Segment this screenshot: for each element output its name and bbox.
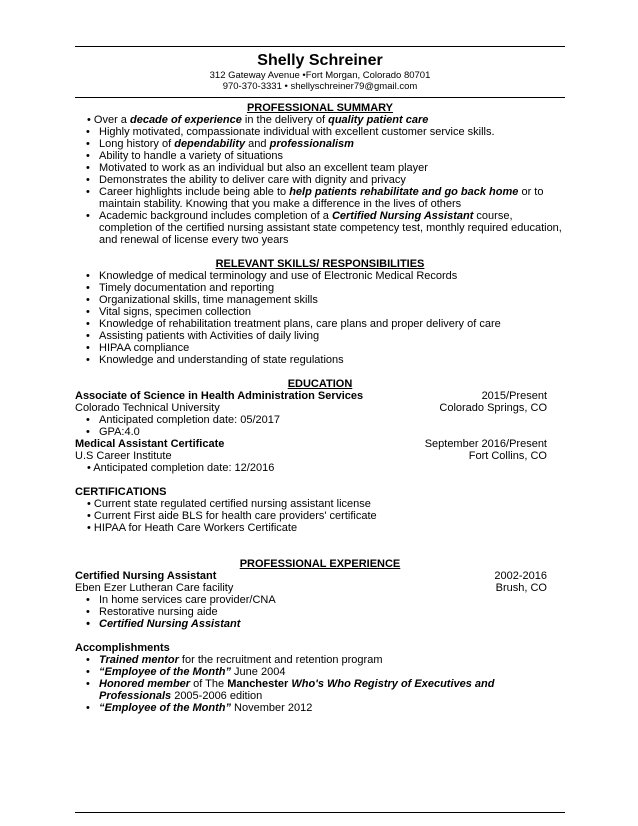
- job-duty: • In home services care provider/CNA: [99, 594, 565, 606]
- job-duties: [75, 594, 565, 630]
- bottom-rule: [75, 812, 565, 813]
- certification-item: • HIPAA for Heath Care Workers Certificate: [87, 522, 298, 534]
- summary-intro: [75, 114, 565, 126]
- career-em: help patients rehabilitate and go back home: [289, 186, 519, 198]
- degree2-school: U.S Career Institute: [75, 450, 172, 462]
- summary-intro-em2: quality patient care: [328, 114, 429, 126]
- degree2-school-row: [75, 450, 565, 462]
- skill-item: • HIPAA compliance: [99, 342, 565, 354]
- acc3-mid: of The: [190, 678, 228, 690]
- experience-heading: PROFESSIONAL EXPERIENCE: [239, 558, 401, 570]
- skill-item: • Knowledge and understanding of state regulations: [99, 354, 565, 366]
- acc3-em2: Manchester: [227, 678, 289, 690]
- summary-item: • Ability to handle a variety of situations: [99, 150, 565, 162]
- acc3-suffix: 2005-2006 edition: [171, 690, 263, 702]
- skill-item: • Vital signs, specimen collection: [99, 306, 565, 318]
- summary-item: • Motivated to work as an individual but also an excellent team player: [99, 162, 565, 174]
- job-duty-em: • Certified Nursing Assistant: [99, 618, 565, 630]
- certifications-heading: CERTIFICATIONS: [75, 486, 167, 498]
- spacer: [75, 546, 565, 558]
- academic-prefix: Academic background includes completion of a: [99, 210, 332, 222]
- degree2-title: Medical Assistant Certificate: [75, 438, 225, 450]
- degree1-location: Colorado Springs, CO: [439, 402, 547, 414]
- resume-body: [75, 102, 565, 714]
- degree1-detail: • GPA:4.0: [99, 426, 565, 438]
- resume-header: [75, 52, 565, 92]
- acc3-em1: Honored member: [99, 678, 191, 690]
- acc4-em: “Employee of the Month”: [99, 702, 231, 714]
- job-duty: • Restorative nursing aide: [99, 606, 565, 618]
- summary-intro-mid: in the delivery of: [241, 114, 329, 126]
- skills-list: [75, 270, 565, 366]
- top-rule: [75, 46, 565, 47]
- job-employer: Eben Ezer Lutheran Care facility: [75, 582, 234, 594]
- spacer: [75, 246, 565, 258]
- summary-list: [75, 126, 565, 246]
- history-em1: dependability: [174, 138, 246, 150]
- skills-heading: RELEVANT SKILLS/ RESPONSIBILITIES: [215, 258, 425, 270]
- history-prefix: Long history of: [99, 138, 175, 150]
- skill-item: • Timely documentation and reporting: [99, 282, 565, 294]
- job-title: Certified Nursing Assistant: [75, 570, 217, 582]
- academic-em: Certified Nursing Assistant: [331, 210, 474, 222]
- summary-item: • Highly motivated, compassionate individual with excellent customer service skills.: [99, 126, 565, 138]
- accomplishment-item: [99, 702, 565, 714]
- history-em2: professionalism: [269, 138, 354, 150]
- spacer: [75, 474, 565, 486]
- career-prefix: Career highlights include being able to: [99, 186, 290, 198]
- accomplishment-item: [99, 666, 565, 678]
- job-employer-row: [75, 582, 565, 594]
- summary-item-career: [99, 186, 565, 210]
- degree2-location: Fort Collins, CO: [468, 450, 547, 462]
- phone-email-line: 970-370-3331 • shellyschreiner79@gmail.com: [222, 81, 418, 92]
- education-heading: EDUCATION: [287, 378, 353, 390]
- skill-item: • Organizational skills, time management skills: [99, 294, 565, 306]
- accomplishment-item: [99, 678, 565, 702]
- skill-item: • Knowledge of rehabilitation treatment plans, care plans and proper delivery of care: [99, 318, 565, 330]
- summary-item-history: [99, 138, 565, 150]
- degree1-detail: • Anticipated completion date: 05/2017: [99, 414, 565, 426]
- degree1-school: Colorado Technical University: [75, 402, 220, 414]
- candidate-name: Shelly Schreiner: [257, 52, 383, 69]
- degree1-title: Associate of Science in Health Administration Services: [75, 390, 364, 402]
- accomplishment-item: [99, 654, 565, 666]
- accomplishments-list: [75, 654, 565, 714]
- spacer: [75, 630, 565, 642]
- certification-item: • Current state regulated certified nursing assistant license: [87, 498, 371, 510]
- degree2-detail: • Anticipated completion date: 12/2016: [87, 462, 275, 474]
- acc3-em3: Who's Who Registry of Executives and Professionals: [99, 678, 495, 702]
- degree1-details: [75, 414, 565, 438]
- degree2-date: September 2016/Present: [424, 438, 547, 450]
- acc2-suffix: June 2004: [231, 666, 286, 678]
- skill-item: • Knowledge of medical terminology and use of Electronic Medical Records: [99, 270, 565, 282]
- job-row: [75, 570, 565, 582]
- address-line: 312 Gateway Avenue •Fort Morgan, Colorado 80701: [209, 70, 431, 81]
- summary-intro-prefix: • Over a: [87, 114, 130, 126]
- skill-item: • Assisting patients with Activities of daily living: [99, 330, 565, 342]
- job-dates: 2002-2016: [494, 570, 547, 582]
- career-suffix: or to maintain stability. Knowing that you make a difference in the lives of others: [99, 186, 544, 210]
- acc4-suffix: November 2012: [231, 702, 313, 714]
- acc2-em: “Employee of the Month”: [99, 666, 231, 678]
- degree2-row: [75, 438, 565, 450]
- spacer: [75, 366, 565, 378]
- degree1-row: [75, 390, 565, 402]
- history-mid: and: [245, 138, 270, 150]
- header-rule: [75, 97, 565, 98]
- summary-intro-em1: decade of experience: [129, 114, 242, 126]
- summary-item: • Demonstrates the ability to deliver care with dignity and privacy: [99, 174, 565, 186]
- degree1-school-row: [75, 402, 565, 414]
- academic-suffix: course, completion of the certified nursing assistant state competency test, monthly required education, and renewal of license every two years: [99, 210, 562, 246]
- job-location: Brush, CO: [495, 582, 547, 594]
- spacer: [75, 534, 565, 546]
- degree1-date: 2015/Present: [481, 390, 547, 402]
- acc1-em: Trained mentor: [99, 654, 179, 666]
- summary-heading: PROFESSIONAL SUMMARY: [246, 102, 394, 114]
- summary-item-academic: [99, 210, 565, 246]
- certification-item: • Current First aide BLS for health care providers' certificate: [87, 510, 377, 522]
- accomplishments-heading: Accomplishments: [75, 642, 170, 654]
- acc1-suffix: for the recruitment and retention program: [178, 654, 383, 666]
